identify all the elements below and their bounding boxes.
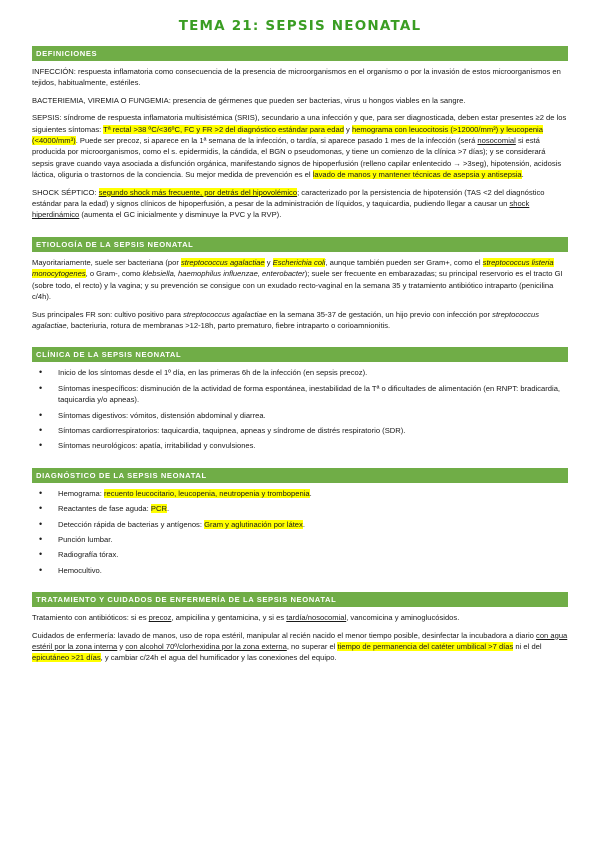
clinica-list (32, 367, 568, 451)
text-run: , y cambiar c/24h el agua del humificador y las conexiones del equipo. (100, 653, 337, 663)
italic-term: streptococcus agalactiae (32, 309, 539, 330)
text-run: ); suele ser frecuente en embarazadas; su principal reservorio es el tracto GI (sobre todo, el recto) y la vagina; y su prevención se consigue con un exudado recto-vaginal en la semana 35 y tratamiento antibiótico intraparto (penicilina c/4h). (32, 269, 563, 302)
text-run: ni el del (513, 642, 542, 651)
text-run: , vancomicina y aminoglucósidos. (346, 613, 460, 623)
underlined-term: con alcohol 70º/clorhexidina por la zona externa (125, 642, 287, 651)
underlined-term: nosocomial (477, 136, 516, 146)
italic-term: streptococcus agalactiae (183, 309, 267, 319)
definicion-sepsis (32, 112, 568, 180)
list-item (32, 488, 568, 499)
text-run: . Puede ser precoz, si aparece en la 1ª semana de la infección, o tardía, si aparece pasado 1 mes de la infección (será (75, 136, 478, 146)
tratamiento-antibioticos (32, 612, 568, 623)
highlight: segundo shock más frecuente, por detrás del hipovolémico (98, 187, 298, 197)
cuidados-enfermeria (32, 630, 568, 664)
list-item (32, 519, 568, 530)
section-header-clinica: CLÍNICA DE LA SEPSIS NEONATAL (32, 347, 568, 362)
text-run: y (264, 257, 273, 267)
highlight: epicutáneo >21 días (32, 653, 101, 663)
text-run: ; caracterizado por la persistencia de hipotensión (TAS <2 del diagnóstico estándar para la edad) y signos clínicos de hipoperfusión, a pesar de la administración de líquidos, y taquicardia, pudiendo llegar a causar un (32, 187, 545, 209)
text-run: si está producida por microorganismos, como el s. epidermidis, la cándida, el BGN o pseudomonas, y tiene un comienzo de la clínica >7 días); y se considerará sepsis grave cuando vaya asociada a disfunción orgánica, manifestando signos de hipoperfusión (relleno capilar enlentecido → >3seg), hipotensión, acidosis láctica, oliguria o trastornos de la conciencia. Su mejor medida de prevención es el (32, 136, 562, 180)
factores-riesgo-paragraph (32, 309, 568, 332)
section-header-etiologia: ETIOLOGÍA DE LA SEPSIS NEONATAL (32, 237, 568, 252)
underlined-term: shock hiperdinámico (32, 199, 530, 220)
highlight: Escherichia coli (272, 257, 326, 267)
text-run: Tratamiento con antibióticos: si es (32, 613, 149, 623)
list-item: • Hemocultivo. (32, 565, 568, 576)
list-item: • Síntomas digestivos: vómitos, distensión abdominal y diarrea. (32, 410, 568, 421)
text-run: , ampicilina y gentamicina, y si es (171, 613, 287, 623)
section-header-definiciones: DEFINICIONES (32, 46, 568, 61)
diagnostico-list (32, 488, 568, 576)
text-run: Hemograma: (58, 488, 105, 498)
text-run: y (117, 642, 126, 651)
text-run: (aumenta el GC inicialmente y disminuye la PVC y la RVP). (79, 210, 282, 220)
italic-term: klebsiella, haemophilus influenzae, enterobacter (142, 269, 305, 279)
definicion-infeccion: INFECCIÓN: respuesta inflamatoria como consecuencia de la presencia de microorganismos en el organismo o por la invasión de estos microorganismos en tejidos, habitualmente, estériles. (32, 67, 561, 88)
text-run: . (309, 488, 312, 498)
text-run: Mayoritariamente, suele ser bacteriana (por (32, 257, 181, 267)
list-item: • Síntomas neurológicos: apatía, irritabilidad y convulsiones. (32, 440, 568, 451)
etiologia-paragraph (32, 257, 568, 303)
definicion-bacteriemia: BACTERIEMIA, VIREMIA O FUNGEMIA: presencia de gérmenes que pueden ser bacterias, virus u hongos viables en la sangre. (32, 95, 466, 105)
highlight: streptococcus listeria monocytogenes (32, 257, 554, 279)
text-run: y (343, 124, 352, 134)
section-header-diagnostico: DIAGNÓSTICO DE LA SEPSIS NEONATAL (32, 468, 568, 483)
section-definiciones (32, 46, 568, 221)
highlight: streptococcus agalactiae (181, 257, 265, 267)
text-run: SEPSIS: síndrome de respuesta inflamatoria multisistémica (SRIS), secundario a una infección y que, para ser diagnosticada, deben estar presentes ≥2 de los siguientes síntomas: (32, 113, 567, 134)
text-run: Sus principales FR son: cultivo positivo para (32, 309, 184, 319)
section-clinica (32, 347, 568, 451)
highlight: hemograma con leucocitosis (>12000/mm³) y leucopenia (<4000/mm³) (32, 124, 543, 146)
list-item: • Punción lumbar. (32, 534, 568, 545)
underlined-term: precoz (148, 613, 172, 623)
text-run: SHOCK SÉPTICO: (32, 187, 99, 197)
text-run: . (302, 519, 305, 529)
text-run: , aunque también pueden ser Gram+, como el (325, 257, 483, 267)
underlined-term: tardía/nosocomial (286, 613, 347, 623)
document-page (32, 18, 568, 670)
list-item: • Inicio de los síntomas desde el 1º día, en las primeras 6h de la infección (en sepsis precoz). (32, 367, 568, 378)
text-run: Cuidados de enfermería: lavado de manos, uso de ropa estéril, manipular al recién nacido el menor tiempo posible, desinfectar la incubadora a diario (32, 630, 537, 640)
text-run: , bacteriuria, rotura de membranas >12-18h, parto prematuro, fiebre intraparto o corioamnionitis. (66, 320, 391, 330)
text-run: . (521, 170, 524, 180)
section-diagnostico (32, 468, 568, 576)
list-item: • Radiografía tórax. (32, 549, 568, 560)
list-item: • Síntomas cardiorrespiratorios: taquicardia, taquipnea, apneas y síndrome de distrés respiratorio (SDR). (32, 425, 568, 436)
highlight: Gram y aglutinación por látex (204, 519, 303, 529)
text-run: Reactantes de fase aguda: (58, 504, 151, 514)
text-run: , no superar el (286, 642, 338, 651)
list-item (32, 503, 568, 514)
page-title: TEMA 21: SEPSIS NEONATAL (178, 18, 422, 34)
definicion-shock-septico (32, 187, 568, 221)
section-etiologia (32, 237, 568, 331)
section-header-tratamiento: TRATAMIENTO Y CUIDADOS DE ENFERMERÍA DE LA SEPSIS NEONATAL (32, 592, 568, 607)
highlight: Tª rectal >38 ºC/<36ºC, FC y FR >2 del diagnóstico estándar para edad (103, 124, 344, 134)
section-tratamiento (32, 592, 568, 664)
highlight: PCR (150, 504, 167, 514)
text-run: en la semana 35-37 de gestación, un hijo previo con infección por (266, 309, 493, 319)
text-run: Detección rápida de bacterias y antígenos: (58, 519, 205, 529)
highlight: tiempo de permanencia del catéter umbilical >7 días (337, 642, 514, 651)
text-run: . (166, 504, 170, 514)
highlight: lavado de manos y mantener técnicas de asepsia y antisepsia (312, 170, 522, 180)
underlined-term: con agua estéril por la zona interna (32, 630, 568, 651)
list-item: • Síntomas inespecíficos: disminución de la actividad de forma espontánea, inestabilidad de la Tª o dificultades de alimentación (en RNPT: bradicardia, taquicardia y/o apneas). (32, 383, 568, 406)
text-run: , o Gram-, como (85, 269, 143, 279)
highlight: recuento leucocitario, leucopenia, neutropenia y trombopenia (104, 488, 310, 498)
